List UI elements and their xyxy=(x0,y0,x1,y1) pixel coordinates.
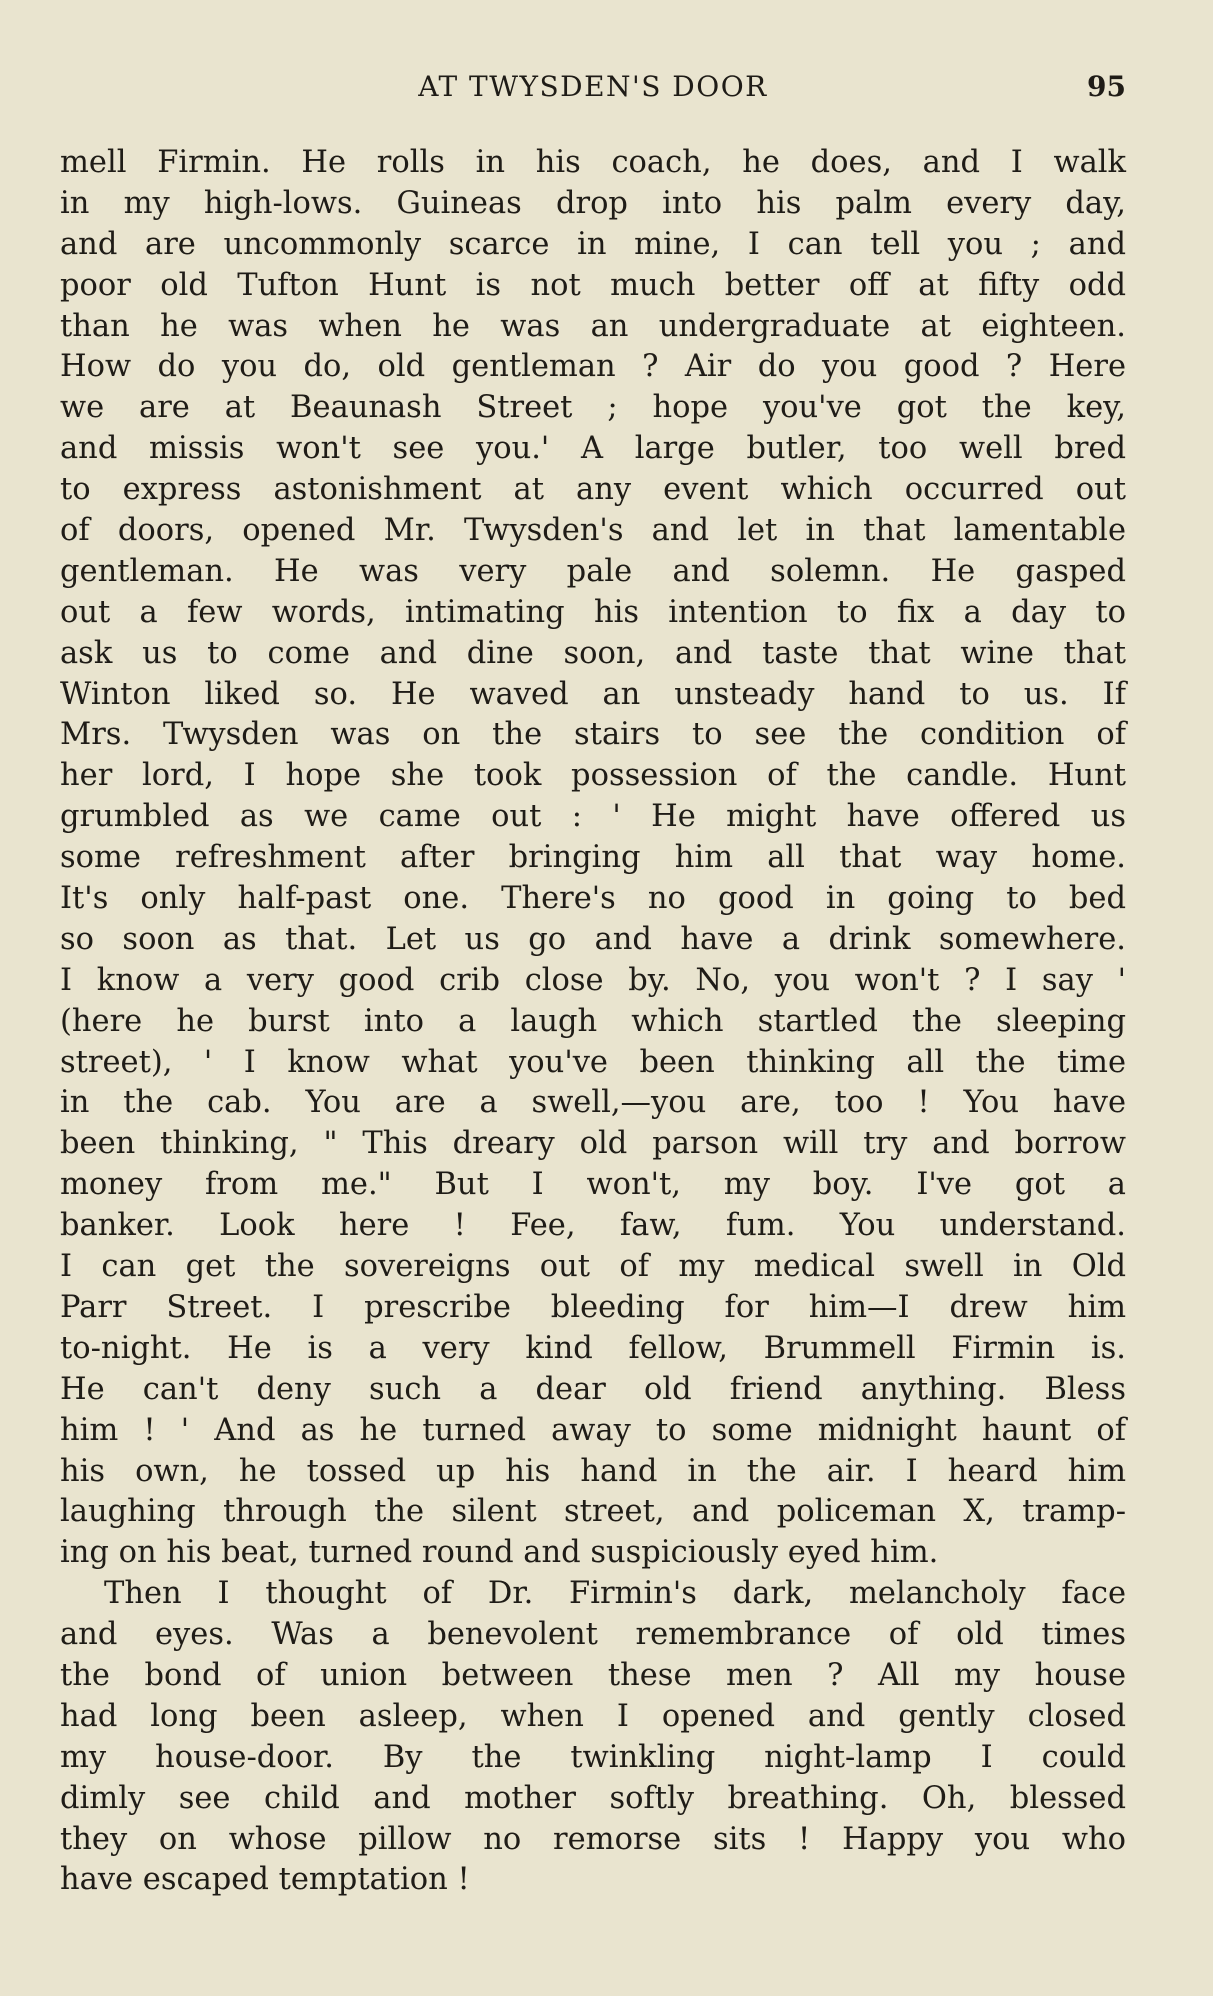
text-line: mell Firmin. He rolls in his coach, he does, and I walk xyxy=(60,145,1126,180)
text-line: in the cab. You are a swell,—you are, too ! You have xyxy=(60,1085,1126,1121)
text-line: and are uncommonly scarce in mine, I can tell you ; and xyxy=(60,226,1126,262)
text-line: her lord, I hope she took possession of the candle. Hunt xyxy=(60,758,1126,794)
text-line: have escaped temptation ! xyxy=(60,1862,470,1898)
text-line: dimly see child and mother softly breathing. Oh, blessed xyxy=(60,1780,1126,1816)
text-line: and missis won't see you.' A large butler, too well bred xyxy=(60,431,1126,467)
text-line: his own, he tossed up his hand in the air. I heard him xyxy=(60,1453,1126,1489)
text-line: and eyes. Was a benevolent remembrance of old times xyxy=(60,1617,1126,1653)
text-line: I can get the sovereigns out of my medical swell in Old xyxy=(60,1249,1126,1285)
text-line: than he was when he was an undergraduate at eighteen. xyxy=(60,308,1126,344)
text-line: we are at Beaunash Street ; hope you've got the key, xyxy=(60,390,1126,426)
text-line: had long been asleep, when I opened and gently closed xyxy=(60,1698,1126,1734)
text-line: laughing through the silent street, and policeman X, tramp- xyxy=(60,1494,1126,1530)
text-line: poor old Tufton Hunt is not much better off at fifty odd xyxy=(60,267,1126,303)
text-line: grumbled as we came out : ' He might have offered us xyxy=(60,799,1126,835)
text-line: the bond of union between these men ? All my house xyxy=(60,1657,1126,1693)
text-line: been thinking, " This dreary old parson will try and borrow xyxy=(60,1126,1126,1162)
page-number: 95 xyxy=(1087,70,1126,103)
text-line: in my high-lows. Guineas drop into his palm every day, xyxy=(60,185,1126,221)
page-header xyxy=(60,70,1126,112)
body-text xyxy=(60,143,1126,1901)
text-line: I know a very good crib close by. No, you won't ? I say ' xyxy=(60,962,1126,998)
text-line: How do you do, old gentleman ? Air do you good ? Here xyxy=(60,349,1126,385)
text-line: so soon as that. Let us go and have a drink somewhere. xyxy=(60,921,1126,957)
text-line: my house-door. By the twinkling night-lamp I could xyxy=(60,1739,1126,1775)
text-line: money from me." But I won't, my boy. I've got a xyxy=(60,1167,1126,1203)
text-line: of doors, opened Mr. Twysden's and let in that lamentable xyxy=(60,513,1126,549)
text-line: they on whose pillow no remorse sits ! Happy you who xyxy=(60,1821,1126,1857)
text-line: banker. Look here ! Fee, faw, fum. You understand. xyxy=(60,1208,1126,1244)
text-line: street), ' I know what you've been thinking all the time xyxy=(60,1044,1126,1080)
text-line: out a few words, intimating his intention to fix a day to xyxy=(60,594,1126,630)
text-line: Mrs. Twysden was on the stairs to see the condition of xyxy=(60,717,1126,753)
text-line: Parr Street. I prescribe bleeding for him—I drew him xyxy=(60,1289,1126,1325)
text-line: some refreshment after bringing him all that way home. xyxy=(60,840,1126,876)
running-title: AT TWYSDEN'S DOOR xyxy=(418,70,768,103)
text-line: It's only half-past one. There's no good in going to bed xyxy=(60,881,1126,917)
text-line: Then I thought of Dr. Firmin's dark, melancholy face xyxy=(104,1576,1126,1612)
text-line: ask us to come and dine soon, and taste that wine that xyxy=(60,635,1126,671)
text-line: gentleman. He was very pale and solemn. He gasped xyxy=(60,553,1126,589)
text-line: to express astonishment at any event which occurred out xyxy=(60,472,1126,508)
text-line: him ! ' And as he turned away to some midnight haunt of xyxy=(60,1412,1126,1448)
text-line: Winton liked so. He waved an unsteady hand to us. If xyxy=(60,676,1126,712)
text-line: (here he burst into a laugh which startled the sleeping xyxy=(60,1003,1126,1039)
text-line: He can't deny such a dear old friend anything. Bless xyxy=(60,1371,1126,1407)
text-line: to-night. He is a very kind fellow, Brummell Firmin is. xyxy=(60,1330,1126,1366)
text-line: ing on his beat, turned round and suspiciously eyed him. xyxy=(60,1535,939,1571)
